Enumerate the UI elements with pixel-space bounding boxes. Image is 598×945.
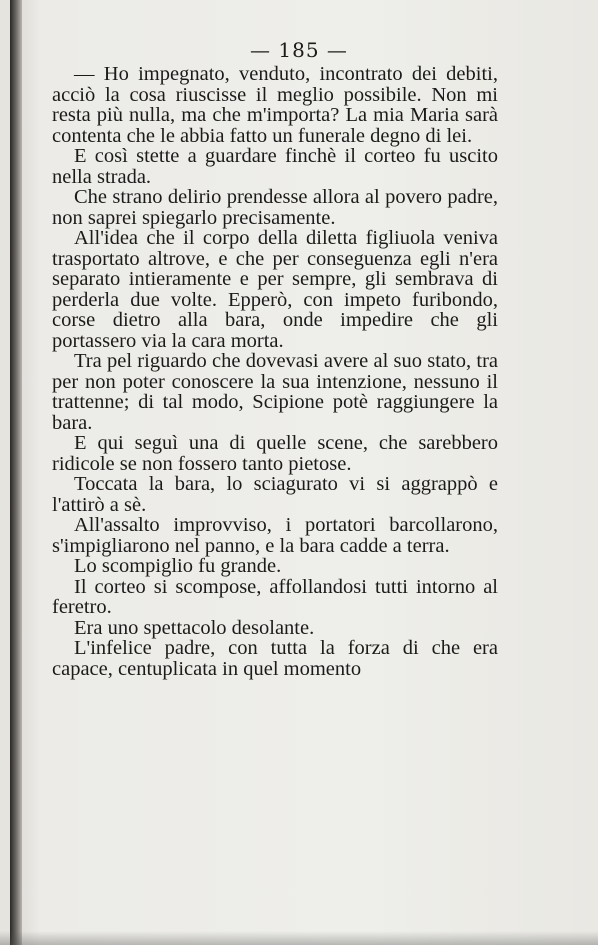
page-body-text [52,64,498,679]
paragraph-1: — Ho impegnato, venduto, incontrato dei debiti, acciò la cosa riuscisse il meglio possibile. Non mi resta più nulla, ma che m'importa? La mia Maria sarà contenta che le abbia fatto un funerale degno di lei. [52,63,498,147]
book-binding-edge [10,0,22,945]
paragraph-12: L'infelice padre, con tutta la forza di che era capace, centuplicata in quel momento [52,637,498,680]
paragraph-11: Era uno spettacolo desolante. [74,616,315,639]
paragraph-5: Tra pel riguardo che dovevasi avere al suo stato, tra per non poter conoscere la sua intenzione, nessuno il trattenne; di tal modo, Scipione potè raggiungere la bara. [52,350,498,434]
paragraph-6: E qui seguì una di quelle scene, che sarebbero ridicole se non fossero tanto pietose. [52,432,498,475]
paragraph-3: Che strano delirio prendesse allora al povero padre, non saprei spiegarlo precisamente. [52,186,498,229]
page-number: — 185 — [250,38,348,62]
paragraph-8: All'assalto improvviso, i portatori barcollarono, s'impigliarono nel panno, e la bara cadde a terra. [52,514,498,557]
paragraph-7: Toccata la bara, lo sciagurato vi si aggrappò e l'attirò a sè. [52,473,498,516]
page-bottom-shadow [0,931,598,945]
paragraph-2: E così stette a guardare finchè il corteo fu uscito nella strada. [52,145,498,188]
paragraph-10: Il corteo si scompose, affollandosi tutti intorno al feretro. [52,575,498,618]
paragraph-9: Lo scompiglio fu grande. [74,555,282,577]
paragraph-4: All'idea che il corpo della diletta figliuola veniva trasportato altrove, e che per conseguenza egli n'era separato intieramente e per sempre, gli sembrava di perderla due volte. Epperò, con impeto furibondo, corse dietro alla bara, onde impedire che gli portassero via la cara morta. [52,227,498,352]
